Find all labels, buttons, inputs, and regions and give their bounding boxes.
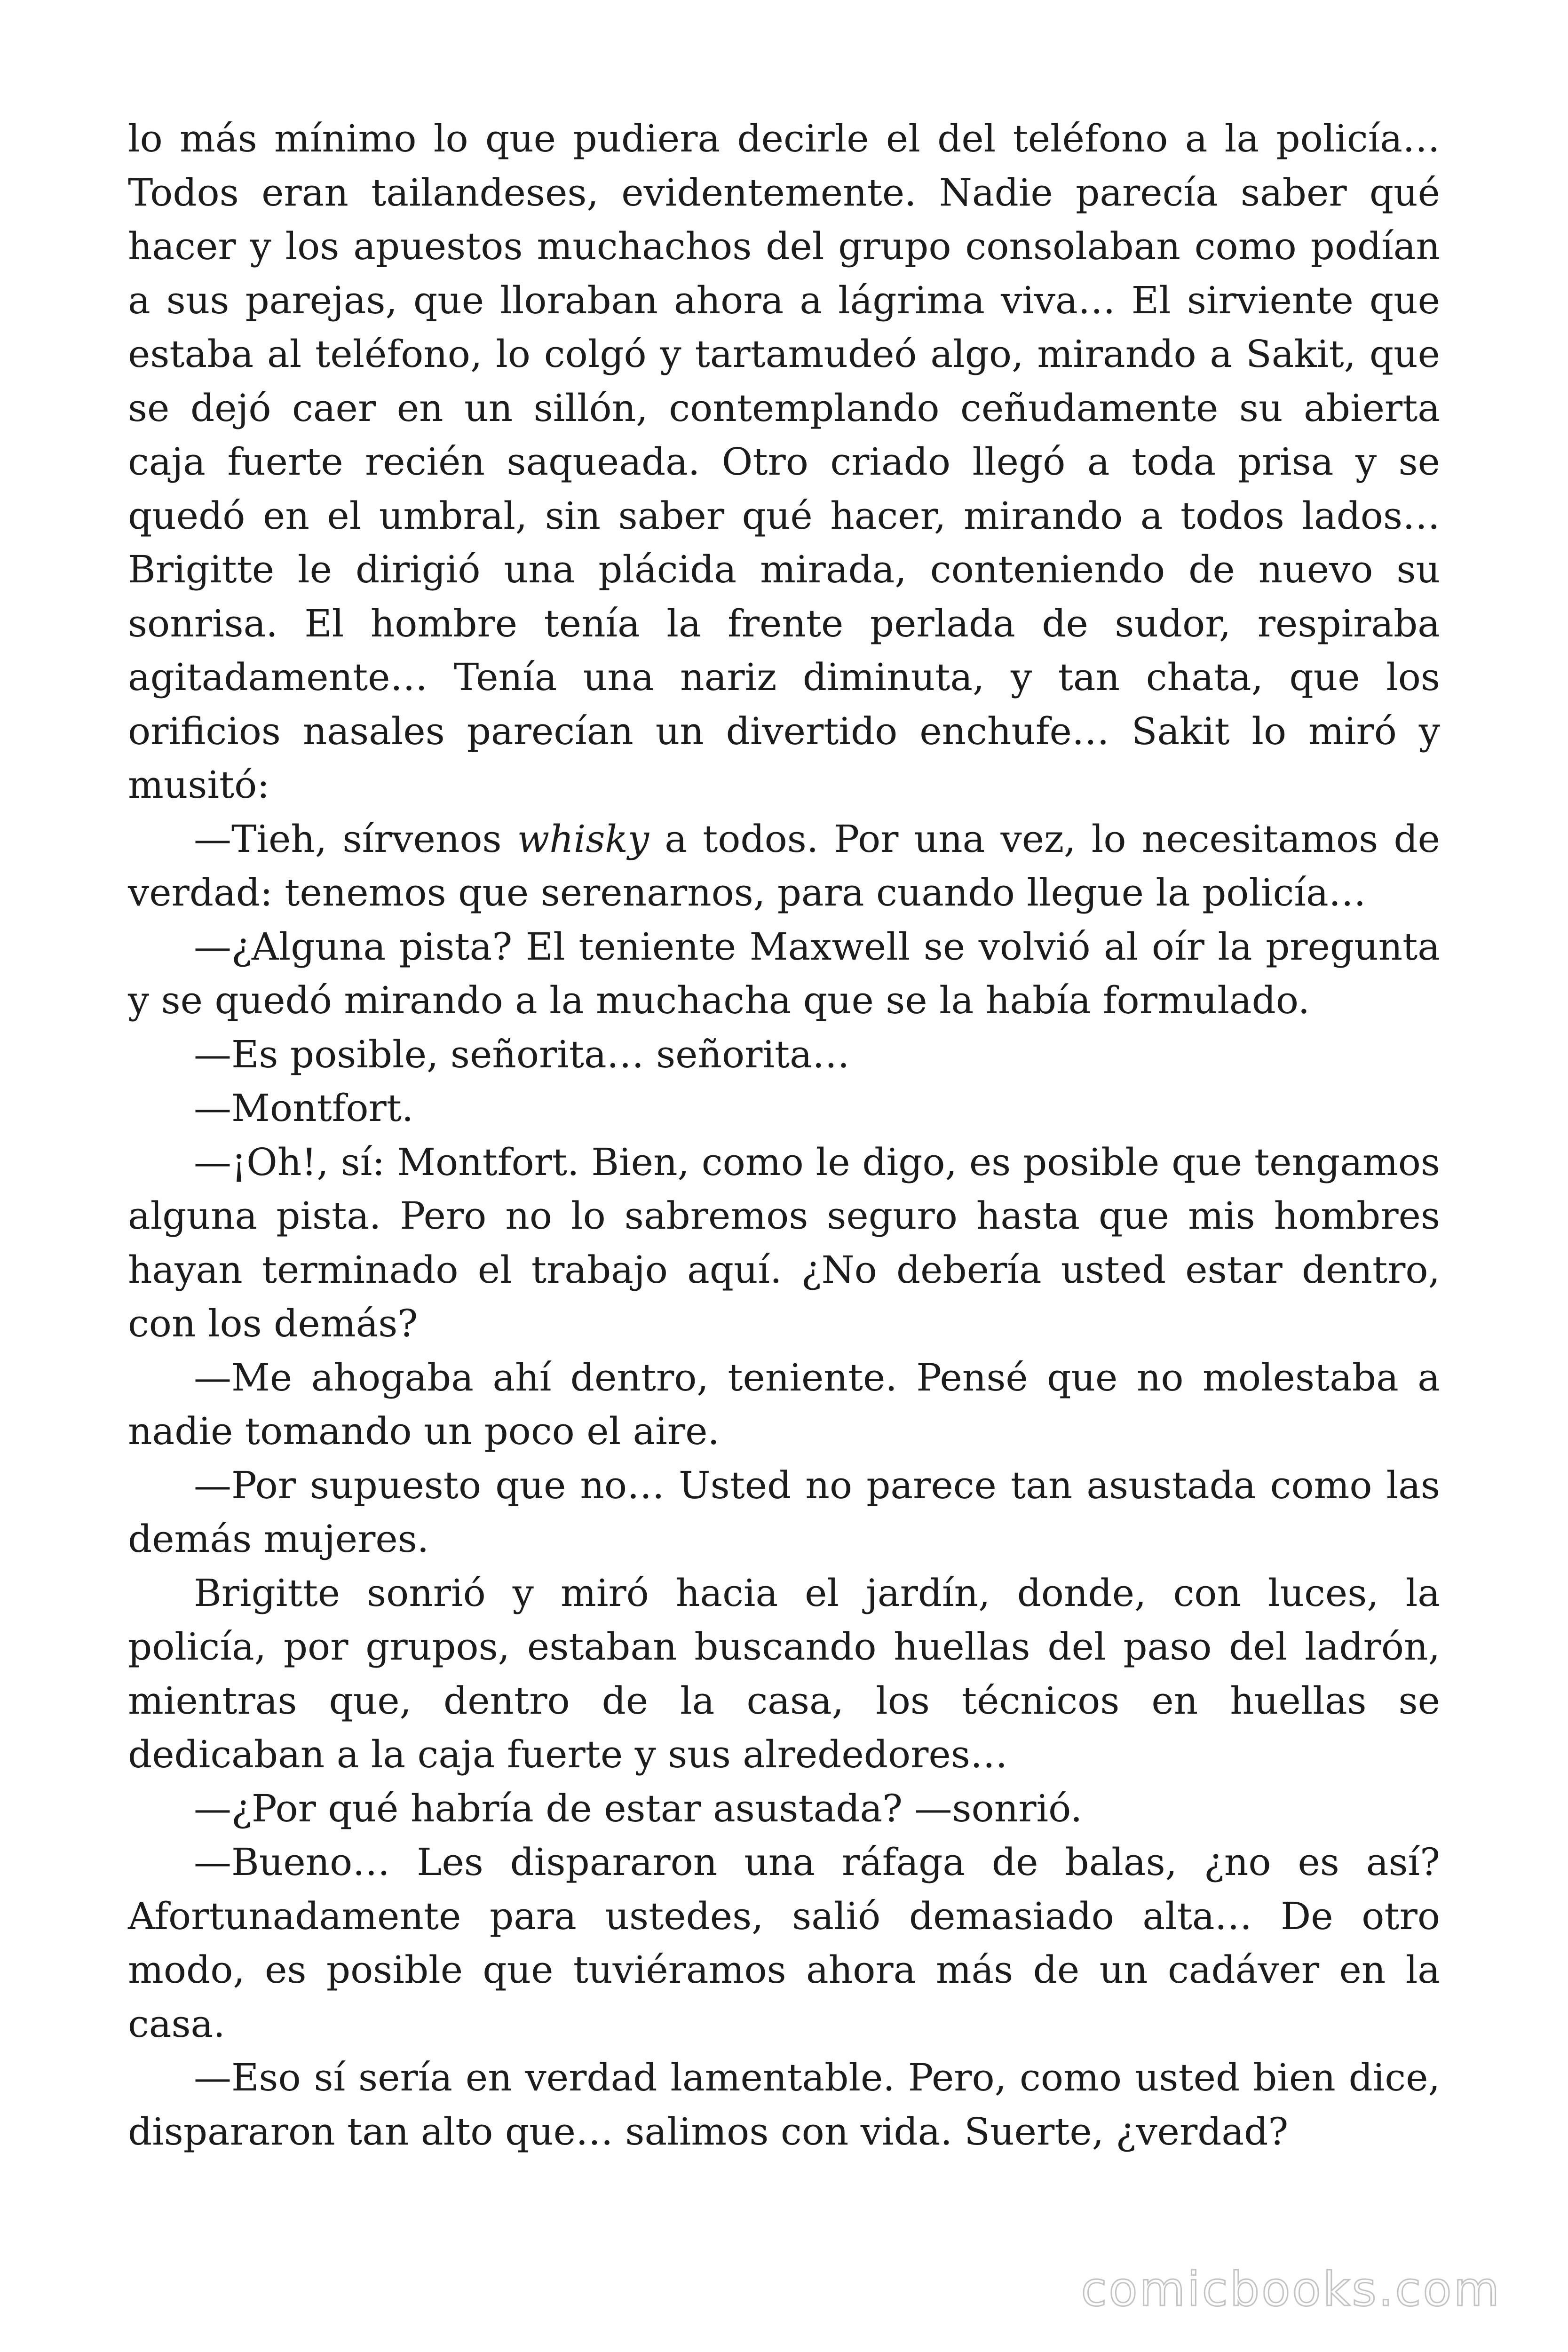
paragraph-text: —Tieh, sírvenos xyxy=(194,817,517,861)
paragraph-text: —Eso sí sería en verdad lamentable. Pero, como usted bien dice, dispararon tan alto que… salimos con vida. Suerte, ¿verdad? xyxy=(128,2056,1440,2153)
page-body-text xyxy=(128,112,1440,2159)
paragraph-text: —Bueno… Les dispararon una ráfaga de balas, ¿no es así? Afortunadamente para ustedes, salió demasiado alta… De otro modo, es posible que tuviéramos ahora más de un cadáver en la casa. xyxy=(128,1840,1440,2046)
italic-word: whisky xyxy=(517,817,649,861)
paragraph-text: —¿Alguna pista? El teniente Maxwell se volvió al oír la pregunta y se quedó mirando a la muchacha que se la había formulado. xyxy=(128,924,1440,1022)
watermark-logo-text: comicbooks.com xyxy=(1081,2262,1501,2317)
paragraph-text: —Me ahogaba ahí dentro, teniente. Pensé que no molestaba a nadie tomando un poco el aire. xyxy=(128,1355,1440,1453)
paragraph-text: a todos. Por una vez, lo necesitamos de verdad: tenemos que serenarnos, para cuando llegue la policía… xyxy=(128,817,1441,914)
paragraph-text: lo más mínimo lo que pudiera decirle el del teléfono a la policía… Todos eran tailandeses, evidentemente. Nadie parecía saber qué hacer y los apuestos muchachos del grupo consolaban como podían a sus parejas, que lloraban ahora a lágrima viva… El sirviente que estaba al teléfono, lo colgó y tartamudeó algo, mirando a Sakit, que se dejó caer en un sillón, contemplando ceñudamente su abierta caja fuerte recién saqueada. Otro criado llegó a toda prisa y se quedó en el umbral, sin saber qué hacer, mirando a todos lados… Brigitte le dirigió una plácida mirada, conteniendo de nuevo su sonrisa. El hombre tenía la frente perlada de sudor, respiraba agitadamente… Tenía una nariz diminuta, y tan chata, que los orificios nasales parecían un divertido enchufe… Sakit lo miró y musitó: xyxy=(128,117,1440,807)
paragraph xyxy=(128,1136,1440,1351)
paragraph xyxy=(128,920,1440,1028)
paragraph-text: —Es posible, señorita… señorita… xyxy=(194,1032,850,1076)
paragraph xyxy=(128,812,1440,920)
paragraph xyxy=(128,1351,1440,1459)
paragraph-text: —Por supuesto que no… Usted no parece tan asustada como las demás mujeres. xyxy=(128,1463,1440,1561)
paragraph xyxy=(128,1782,1440,1836)
paragraph-text: —¡Oh!, sí: Montfort. Bien, como le digo, es posible que tengamos alguna pista. Pero no lo sabremos seguro hasta que mis hombres hayan terminado el trabajo aquí. ¿No debería usted estar dentro, con los demás? xyxy=(128,1140,1440,1345)
paragraph-text: —¿Por qué habría de estar asustada? —sonrió. xyxy=(194,1786,1083,1830)
paragraph xyxy=(128,1566,1440,1782)
paragraph xyxy=(128,2051,1440,2159)
paragraph xyxy=(128,1081,1440,1136)
paragraph xyxy=(128,1459,1440,1566)
paragraph-text: Brigitte sonrió y miró hacia el jardín, donde, con luces, la policía, por grupos, estaban buscando huellas del paso del ladrón, mientras que, dentro de la casa, los técnicos en huellas se dedicaban a la caja fuerte y sus alrededores… xyxy=(128,1571,1440,1776)
paragraph xyxy=(128,1836,1440,2051)
paragraph xyxy=(128,1028,1440,1082)
paragraph-text: —Montfort. xyxy=(194,1086,414,1130)
paragraph xyxy=(128,112,1440,812)
